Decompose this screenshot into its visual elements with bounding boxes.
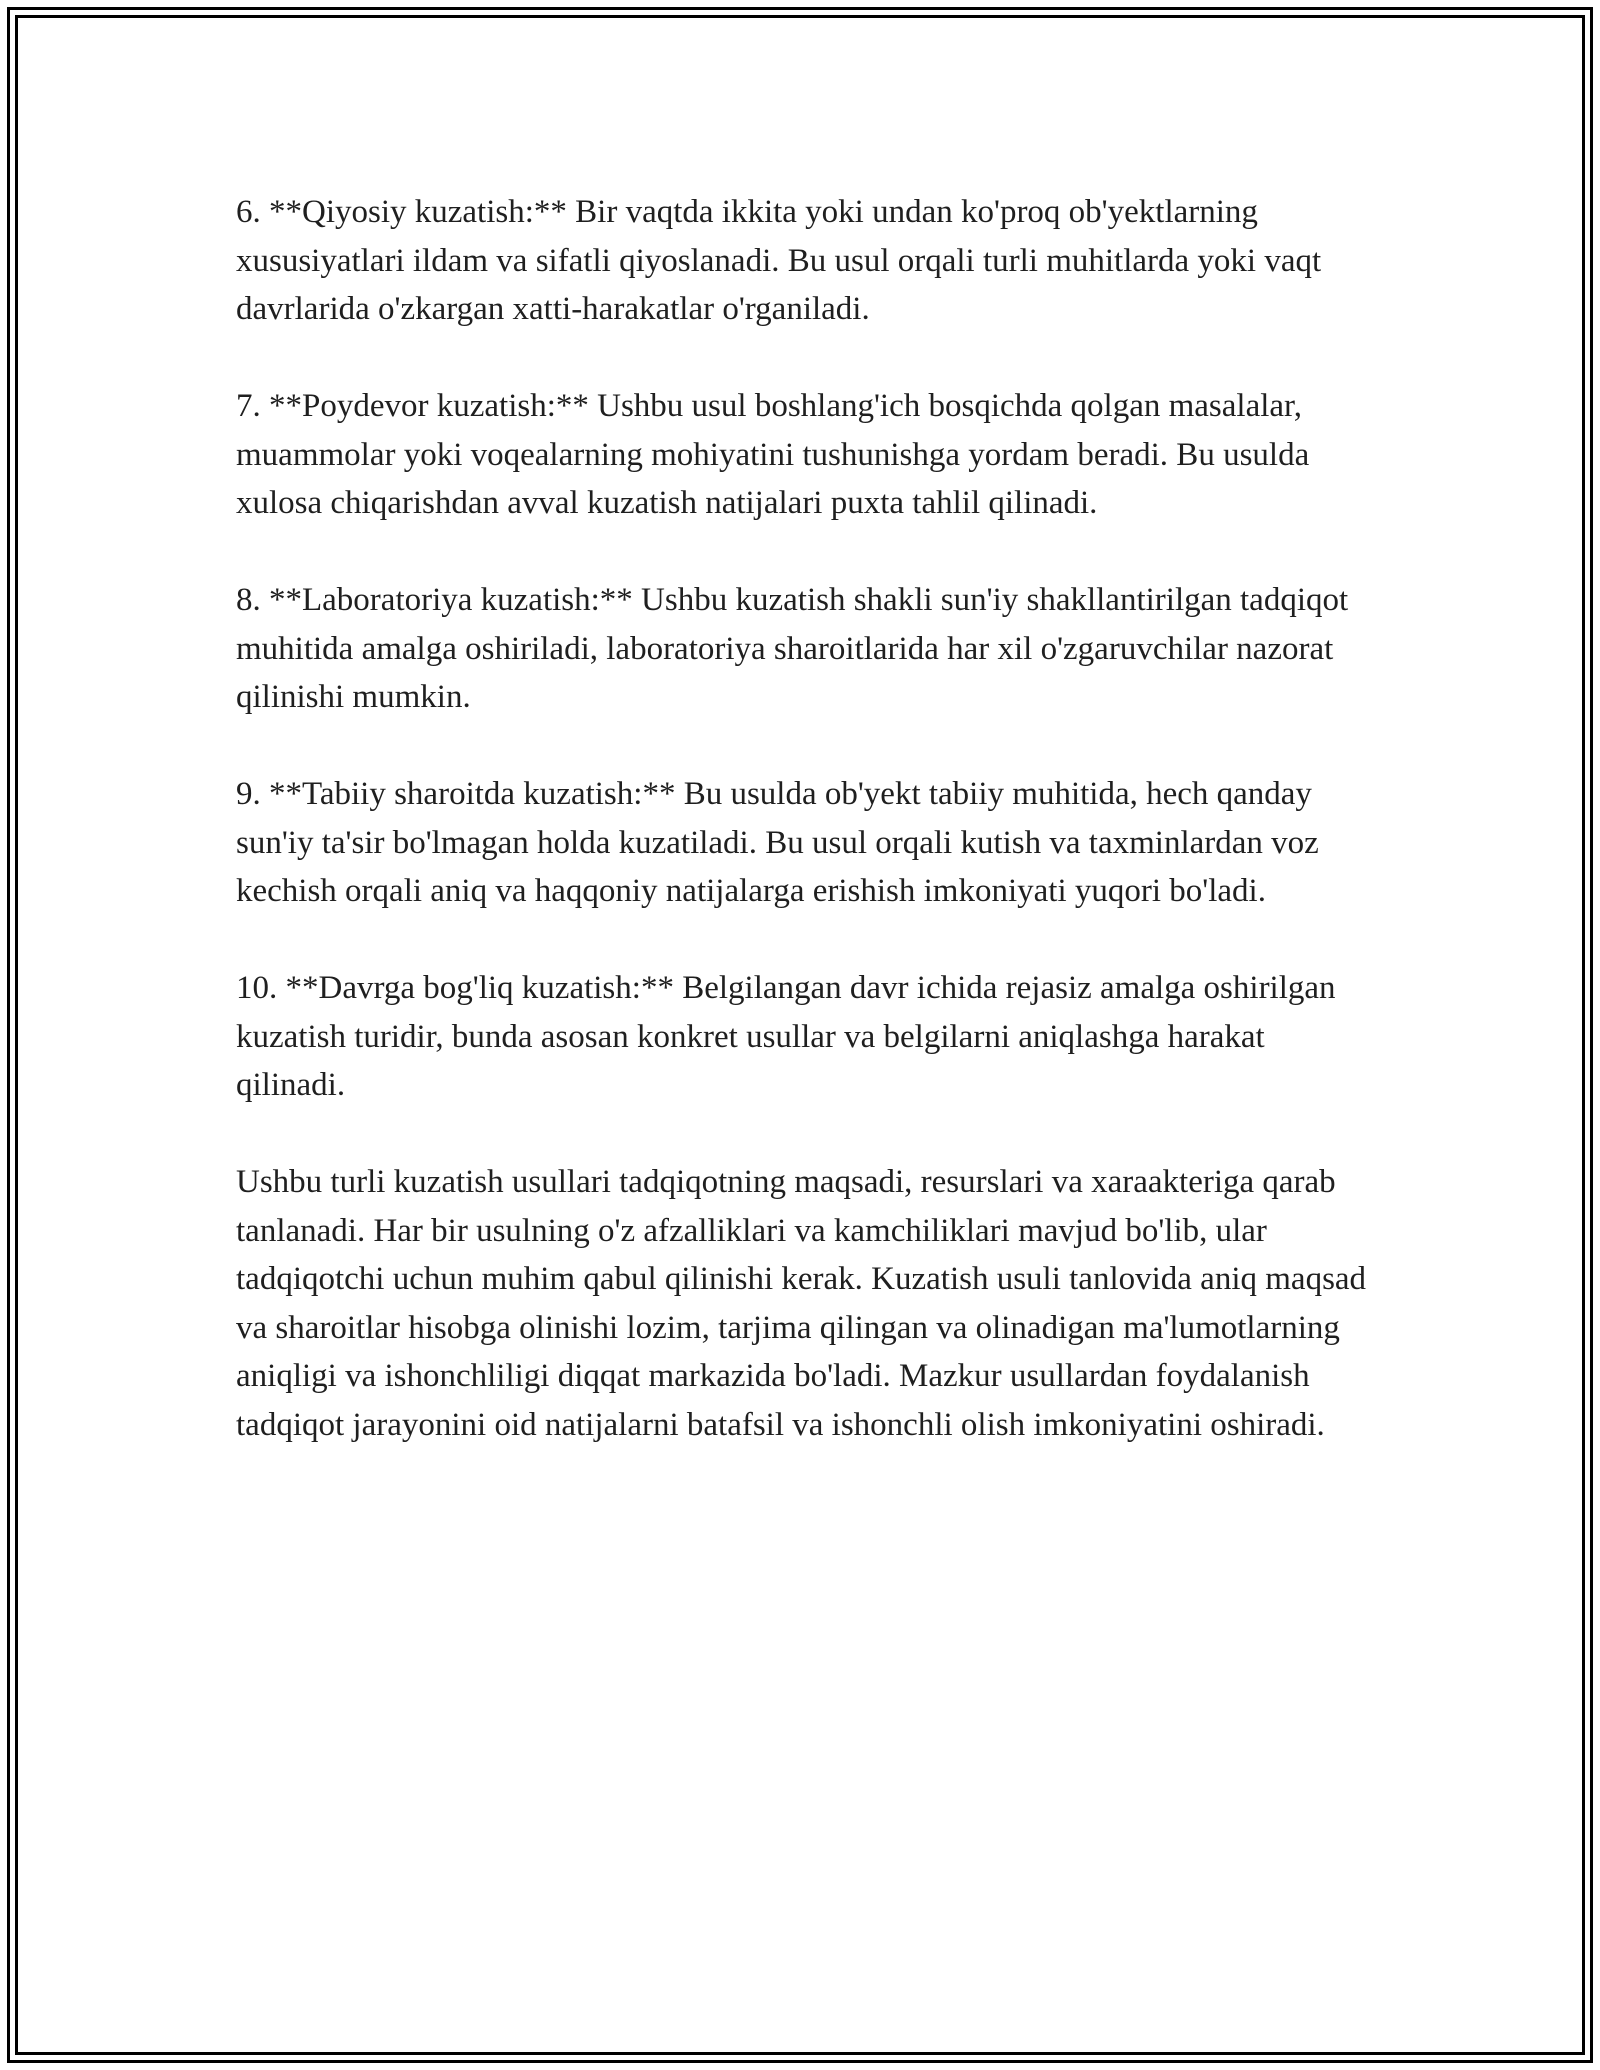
- paragraph-conclusion: Ushbu turli kuzatish usullari tadqiqotning maqsadi, resurslari va xaraakteriga qarab tanlanadi. Har bir usulning o'z afzalliklari va kamchiliklari mavjud bo'lib, ular tadqiqotchi uchun muhim qabul qilinishi kerak. Kuzatish usuli tanlovida aniq maqsad va sharoitlar hisobga olinishi lozim, tarjima qilingan va olinadigan ma'lumotlarning aniqligi va ishonchliligi diqqat markazida bo'ladi. Mazkur usullardan foydalanish tadqiqot jarayonini oid natijalarni batafsil va ishonchli olish imkoniyatini oshiradi.: [236, 1164, 1367, 1443]
- paragraph-natural-observation: 9. **Tabiiy sharoitda kuzatish:** Bu usulda ob'yekt tabiiy muhitida, hech qanday sun'iy ta'sir bo'lmagan holda kuzatiladi. Bu usul orqali kutish va taxminlardan voz kechish orqali aniq va haqqoniy natijalarga erishish imkoniyati yuqori bo'ladi.: [236, 776, 1319, 909]
- paragraph-period-observation: 10. **Davrga bog'liq kuzatish:** Belgilangan davr ichida rejasiz amalga oshirilgan kuzatish turidir, bunda asosan konkret usullar va belgilarni aniqlashga harakat qilinadi.: [236, 970, 1336, 1103]
- paragraph-comparative-observation: 6. **Qiyosiy kuzatish:** Bir vaqtda ikkita yoki undan ko'proq ob'yektlarning xususiyatlari ildam va sifatli qiyoslanadi. Bu usul orqali turli muhitlarda yoki vaqt davrlarida o'zkargan xatti-harakatlar o'rganiladi.: [236, 194, 1322, 327]
- document-body: [236, 188, 1376, 1498]
- paragraph-laboratory-observation: 8. **Laboratoriya kuzatish:** Ushbu kuzatish shakli sun'iy shakllantirilgan tadqiqot muhitida amalga oshiriladi, laboratoriya sharoitlarida har xil o'zgaruvchilar nazorat qilinishi mumkin.: [236, 582, 1349, 715]
- paragraph-foundation-observation: 7. **Poydevor kuzatish:** Ushbu usul boshlang'ich bosqichda qolgan masalalar, muammolar yoki voqealarning mohiyatini tushunishga yordam beradi. Bu usulda xulosa chiqarishdan avval kuzatish natijalari puxta tahlil qilinadi.: [236, 388, 1310, 521]
